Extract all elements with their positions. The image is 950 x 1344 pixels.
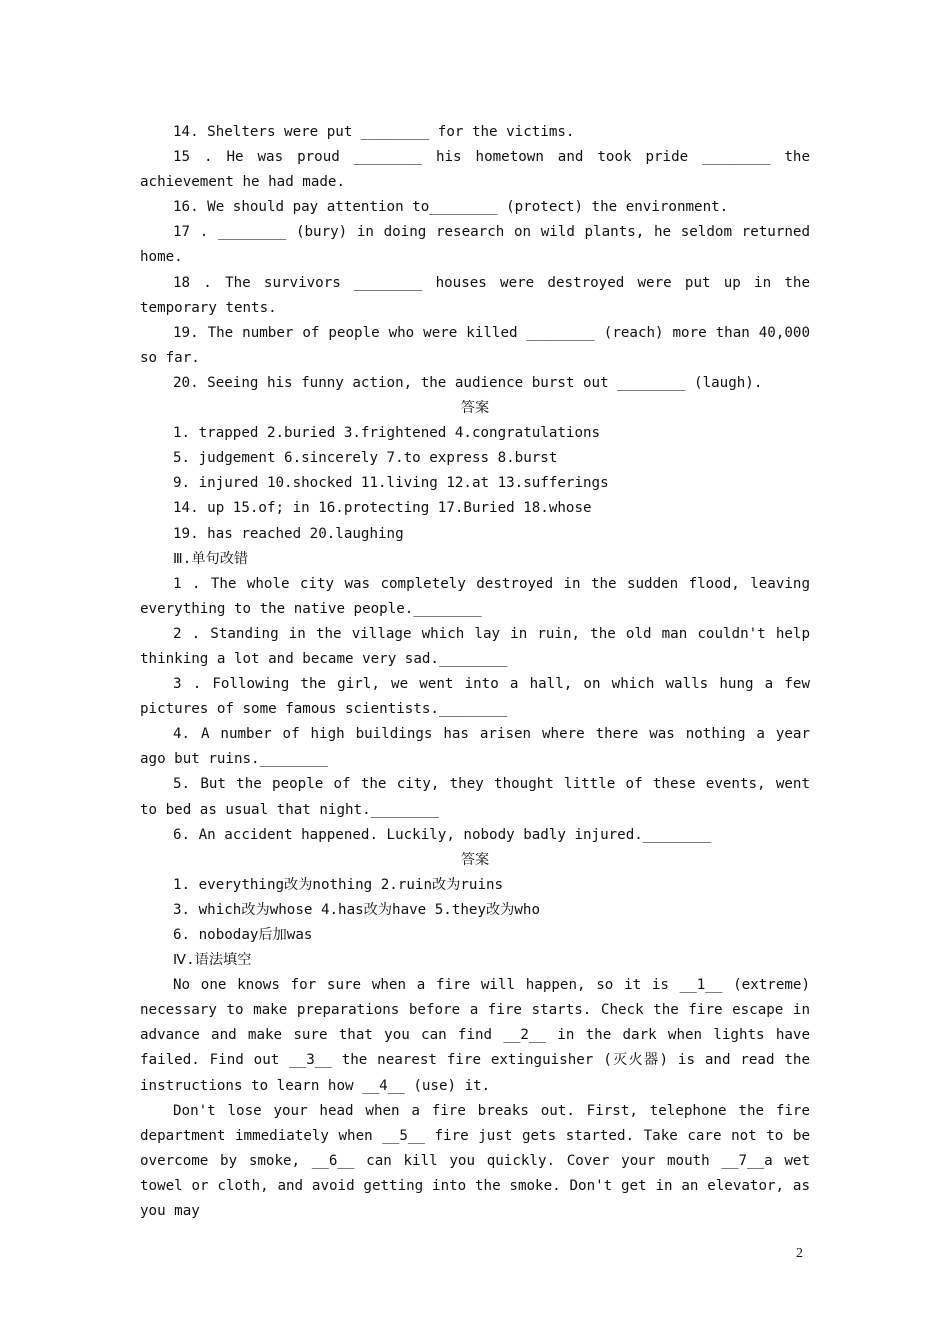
answer-line: 19. has reached 20.laughing <box>173 525 404 542</box>
section-title: Ⅲ.单句改错 <box>173 550 249 567</box>
correction-item: 4. A number of high buildings has arisen where there was nothing a year ago but ruins.________ <box>140 726 810 768</box>
exercise-item: 16. We should pay attention to________ (protect) the environment. <box>173 199 729 216</box>
exercise-item: 17 . ________ (bury) in doing research on wild plants, he seldom returned home. <box>140 224 810 266</box>
answer-line: 1. trapped 2.buried 3.frightened 4.congratulations <box>173 425 601 442</box>
passage-paragraph: No one knows for sure when a fire will happen, so it is __1__ (extreme) necessary to make preparations before a fire starts. Check the fire escape in advance and make sure that you can find __2__ in the dark when lights have failed. Find out __3__ the nearest fire extinguisher (灭火器) is and read the instructions to learn how __4__ (use) it. <box>140 977 810 1094</box>
correction-item: 2 . Standing in the village which lay in ruin, the old man couldn't help thinking a lot and became very sad.________ <box>140 625 810 667</box>
answer-heading: 答案 <box>460 851 490 868</box>
exercise-item: 19. The number of people who were killed ________ (reach) more than 40,000 so far. <box>140 324 810 366</box>
page-number: 2 <box>796 1246 803 1261</box>
correction-item: 3 . Following the girl, we went into a hall, on which walls hung a few pictures of some famous scientists.________ <box>140 676 810 718</box>
correction-item: 1 . The whole city was completely destroyed in the sudden flood, leaving everything to the native people.________ <box>140 575 810 617</box>
answer-line: 14. up 15.of; in 16.protecting 17.Buried 18.whose <box>173 500 592 517</box>
answer-line: 9. injured 10.shocked 11.living 12.at 13.sufferings <box>173 475 609 492</box>
correction-item: 5. But the people of the city, they thought little of these events, went to bed as usual that night.________ <box>140 776 810 818</box>
correction-item: 6. An accident happened. Luckily, nobody badly injured.________ <box>173 826 712 843</box>
answer-line: 6. noboday后加was <box>173 927 313 943</box>
exercise-item: 14. Shelters were put ________ for the victims. <box>173 124 575 140</box>
answer-heading: 答案 <box>460 400 490 417</box>
page-content <box>140 120 810 1224</box>
exercise-item: 20. Seeing his funny action, the audience burst out ________ (laugh). <box>173 374 763 391</box>
exercise-item: 15 . He was proud ________ his hometown and took pride ________ the achievement he had made. <box>140 149 810 191</box>
exercise-item: 18 . The survivors ________ houses were destroyed were put up in the temporary tents. <box>140 274 810 316</box>
passage-paragraph: Don't lose your head when a fire breaks out. First, telephone the fire department immediately when __5__ fire just gets started. Take care not to be overcome by smoke, __6__ can kill you quickly. Cover your mouth __7__a wet towel or cloth, and avoid getting into the smoke. Don't get in an elevator, as you may <box>140 1102 810 1220</box>
section-title: Ⅳ.语法填空 <box>173 952 252 969</box>
answer-line: 1. everything改为nothing 2.ruin改为ruins <box>173 876 504 893</box>
answer-line: 3. which改为whose 4.has改为have 5.they改为who <box>173 901 540 918</box>
answer-line: 5. judgement 6.sincerely 7.to express 8.burst <box>173 450 558 467</box>
